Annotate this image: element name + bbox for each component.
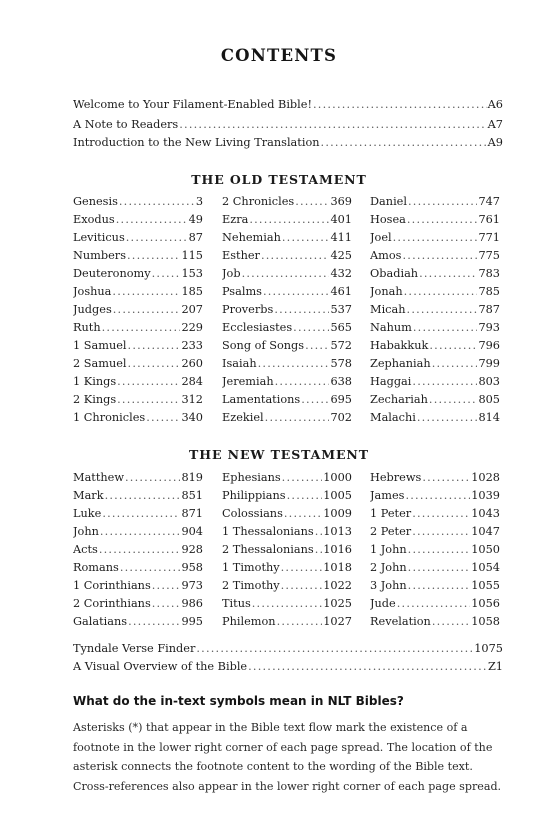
book-title: 1 Peter <box>370 507 412 520</box>
book-page-number: 928 <box>181 543 203 556</box>
book-entry[interactable] <box>73 409 203 427</box>
dot-leader <box>408 577 471 595</box>
dot-leader <box>432 355 478 373</box>
dot-leader <box>408 541 471 559</box>
book-entry[interactable] <box>73 193 203 211</box>
dot-leader <box>265 409 330 427</box>
book-page-number: 229 <box>181 321 203 334</box>
book-entry[interactable] <box>222 373 352 391</box>
book-page-number: 87 <box>188 231 203 244</box>
book-page-number: 411 <box>330 231 352 244</box>
book-entry[interactable] <box>73 211 203 229</box>
book-page-number: 796 <box>478 339 500 352</box>
book-page-number: 1039 <box>471 489 500 502</box>
dot-leader <box>128 613 180 631</box>
book-title: Luke <box>73 507 102 520</box>
book-page-number: 461 <box>330 285 352 298</box>
toc-entry-page: Z1 <box>487 660 503 673</box>
book-page-number: 1055 <box>471 579 500 592</box>
book-entry[interactable] <box>73 577 203 595</box>
book-title: Nehemiah <box>222 231 281 244</box>
book-page-number: 340 <box>181 411 203 424</box>
book-page-number: 153 <box>181 267 203 280</box>
dot-leader <box>429 391 478 409</box>
book-page-number: 425 <box>330 249 352 262</box>
book-title: Ruth <box>73 321 101 334</box>
book-title: Haggai <box>370 375 412 388</box>
book-entry[interactable] <box>73 487 203 505</box>
dot-leader <box>152 265 181 283</box>
toc-entry-title: A Note to Readers <box>73 118 179 131</box>
dot-leader <box>287 487 323 505</box>
book-title: Job <box>222 267 241 280</box>
book-entry[interactable] <box>222 595 352 613</box>
book-page-number: 638 <box>330 375 352 388</box>
book-entry[interactable] <box>222 391 352 409</box>
book-title: 1 Kings <box>73 375 117 388</box>
book-entry[interactable] <box>370 391 500 409</box>
book-title: 1 Chronicles <box>73 411 146 424</box>
book-entry[interactable] <box>222 265 352 283</box>
dot-leader <box>126 229 188 247</box>
new-testament-heading: THE NEW TESTAMENT <box>189 447 369 462</box>
dot-leader <box>100 523 181 541</box>
dot-leader <box>277 613 323 631</box>
dot-leader <box>117 391 180 409</box>
book-entry[interactable] <box>73 505 203 523</box>
book-page-number: 695 <box>330 393 352 406</box>
toc-entry-note-to-readers[interactable] <box>73 116 503 134</box>
dot-leader <box>113 301 181 319</box>
dot-leader <box>407 211 478 229</box>
book-title: John <box>73 525 99 538</box>
book-title: Matthew <box>73 471 125 484</box>
book-entry[interactable] <box>73 391 203 409</box>
dot-leader <box>152 595 181 613</box>
book-title: 1 Timothy <box>222 561 280 574</box>
book-entry[interactable] <box>73 523 203 541</box>
book-title: Mark <box>73 489 104 502</box>
book-title: Malachi <box>370 411 416 424</box>
book-entry[interactable] <box>73 595 203 613</box>
dot-leader <box>412 505 470 523</box>
book-title: Amos <box>370 249 402 262</box>
book-page-number: 904 <box>181 525 203 538</box>
book-title: Joel <box>370 231 392 244</box>
book-page-number: 207 <box>181 303 203 316</box>
book-title: Titus <box>222 597 251 610</box>
book-title: Revelation <box>370 615 431 628</box>
book-page-number: 1056 <box>471 597 500 610</box>
book-entry[interactable] <box>222 577 352 595</box>
book-title: Hosea <box>370 213 406 226</box>
book-page-number: 819 <box>181 471 203 484</box>
book-page-number: 1022 <box>323 579 352 592</box>
dot-leader <box>120 559 181 577</box>
book-page-number: 814 <box>478 411 500 424</box>
book-page-number: 1000 <box>323 471 352 484</box>
dot-leader <box>117 373 180 391</box>
book-title: 3 John <box>370 579 407 592</box>
dot-leader <box>102 505 180 523</box>
dot-leader <box>429 337 477 355</box>
book-title: Daniel <box>370 195 407 208</box>
book-page-number: 1054 <box>471 561 500 574</box>
book-entry[interactable] <box>370 409 500 427</box>
book-title: Exodus <box>73 213 115 226</box>
book-title: Ecclesiastes <box>222 321 293 334</box>
book-page-number: 1043 <box>471 507 500 520</box>
book-entry[interactable] <box>370 337 500 355</box>
book-title: Romans <box>73 561 119 574</box>
dot-leader <box>196 640 473 658</box>
dot-leader <box>393 229 478 247</box>
book-page-number: 115 <box>181 249 203 262</box>
book-title: Philemon <box>222 615 276 628</box>
book-entry[interactable] <box>370 505 500 523</box>
dot-leader <box>301 391 329 409</box>
dot-leader <box>282 469 323 487</box>
book-title: Isaiah <box>222 357 257 370</box>
toc-entry-title: Tyndale Verse Finder <box>73 642 196 655</box>
book-title: Acts <box>73 543 98 556</box>
book-title: 1 Thessalonians <box>222 525 314 538</box>
book-page-number: 1027 <box>323 615 352 628</box>
book-page-number: 1005 <box>323 489 352 502</box>
dot-leader <box>315 541 323 559</box>
book-entry[interactable] <box>222 193 352 211</box>
book-page-number: 401 <box>330 213 352 226</box>
dot-leader <box>102 319 181 337</box>
book-page-number: 1047 <box>471 525 500 538</box>
dot-leader <box>128 337 181 355</box>
book-page-number: 1009 <box>323 507 352 520</box>
book-entry[interactable] <box>222 211 352 229</box>
book-entry[interactable] <box>370 487 500 505</box>
book-title: Psalms <box>222 285 262 298</box>
book-title: James <box>370 489 405 502</box>
book-page-number: 1028 <box>471 471 500 484</box>
book-entry[interactable] <box>222 613 352 631</box>
dot-leader <box>313 96 487 114</box>
book-title: Habakkuk <box>370 339 429 352</box>
book-title: Joshua <box>73 285 112 298</box>
dot-leader <box>397 595 471 613</box>
book-entry[interactable] <box>370 211 500 229</box>
book-entry[interactable] <box>73 613 203 631</box>
dot-leader <box>295 193 329 211</box>
book-entry[interactable] <box>73 337 203 355</box>
book-entry[interactable] <box>370 595 500 613</box>
book-entry[interactable] <box>370 613 500 631</box>
book-page-number: 702 <box>330 411 352 424</box>
dot-leader <box>258 355 330 373</box>
dot-leader <box>263 283 329 301</box>
book-entry[interactable] <box>370 541 500 559</box>
book-entry[interactable] <box>222 559 352 577</box>
dot-leader <box>282 229 330 247</box>
dot-leader <box>105 487 181 505</box>
toc-entry-page: A9 <box>487 136 503 149</box>
book-page-number: 775 <box>478 249 500 262</box>
dot-leader <box>284 505 322 523</box>
book-page-number: 851 <box>181 489 203 502</box>
dot-leader <box>249 211 329 229</box>
book-page-number: 1058 <box>471 615 500 628</box>
dot-leader <box>407 301 478 319</box>
book-page-number: 233 <box>181 339 203 352</box>
dot-leader <box>412 373 477 391</box>
dot-leader <box>179 116 486 134</box>
toc-entry-title: Introduction to the New Living Translation <box>73 136 320 149</box>
book-title: Esther <box>222 249 260 262</box>
book-entry[interactable] <box>370 283 500 301</box>
book-page-number: 783 <box>478 267 500 280</box>
dot-leader <box>405 487 470 505</box>
book-page-number: 747 <box>478 195 500 208</box>
book-entry[interactable] <box>370 193 500 211</box>
dot-leader <box>112 283 180 301</box>
book-page-number: 565 <box>330 321 352 334</box>
dot-leader <box>128 355 181 373</box>
toc-entry-introduction[interactable] <box>73 134 503 152</box>
dot-leader <box>413 319 478 337</box>
book-page-number: 1018 <box>323 561 352 574</box>
book-entry[interactable] <box>73 355 203 373</box>
toc-entry-welcome[interactable] <box>73 96 503 114</box>
book-page-number: 49 <box>188 213 203 226</box>
book-page-number: 785 <box>478 285 500 298</box>
book-title: Leviticus <box>73 231 125 244</box>
dot-leader <box>274 301 329 319</box>
book-title: 2 Timothy <box>222 579 280 592</box>
dot-leader <box>261 247 329 265</box>
book-entry[interactable] <box>222 229 352 247</box>
book-entry[interactable] <box>370 247 500 265</box>
dot-leader <box>152 577 181 595</box>
book-entry[interactable] <box>222 247 352 265</box>
dot-leader <box>125 469 180 487</box>
book-entry[interactable] <box>222 541 352 559</box>
dot-leader <box>293 319 329 337</box>
book-title: Ezra <box>222 213 249 226</box>
dot-leader <box>252 595 322 613</box>
book-page-number: 986 <box>181 597 203 610</box>
book-title: Colossians <box>222 507 283 520</box>
toc-entry-title: Welcome to Your Filament-Enabled Bible! <box>73 98 313 111</box>
book-entry[interactable] <box>222 469 352 487</box>
dot-leader <box>412 523 470 541</box>
book-entry[interactable] <box>222 355 352 373</box>
book-page-number: 572 <box>330 339 352 352</box>
book-page-number: 312 <box>181 393 203 406</box>
dot-leader <box>321 134 487 152</box>
dot-leader <box>127 247 180 265</box>
toc-entry-page: 1075 <box>474 642 503 655</box>
book-title: Micah <box>370 303 406 316</box>
dot-leader <box>146 409 180 427</box>
book-entry[interactable] <box>222 319 352 337</box>
book-title: Nahum <box>370 321 412 334</box>
toc-entry-verse-finder[interactable] <box>73 640 503 658</box>
book-page-number: 1050 <box>471 543 500 556</box>
book-entry[interactable] <box>370 355 500 373</box>
old-testament-heading: THE OLD TESTAMENT <box>191 172 367 187</box>
book-title: 2 John <box>370 561 407 574</box>
book-entry[interactable] <box>370 469 500 487</box>
book-entry[interactable] <box>222 301 352 319</box>
book-page-number: 578 <box>330 357 352 370</box>
toc-entry-page: A6 <box>487 98 503 111</box>
page-title: CONTENTS <box>220 46 338 65</box>
dot-leader <box>419 265 477 283</box>
book-title: Genesis <box>73 195 118 208</box>
book-title: Obadiah <box>370 267 419 280</box>
dot-leader <box>242 265 330 283</box>
symbols-heading: What do the in-text symbols mean in NLT Bibles? <box>73 694 404 708</box>
book-title: 2 Samuel <box>73 357 127 370</box>
book-entry[interactable] <box>222 487 352 505</box>
dot-leader <box>248 658 487 676</box>
book-title: Numbers <box>73 249 126 262</box>
book-title: Zechariah <box>370 393 428 406</box>
book-title: 2 Peter <box>370 525 412 538</box>
dot-leader <box>119 193 195 211</box>
book-entry[interactable] <box>73 229 203 247</box>
dot-leader <box>281 577 323 595</box>
dot-leader <box>422 469 470 487</box>
dot-leader <box>99 541 181 559</box>
book-page-number: 1025 <box>323 597 352 610</box>
dot-leader <box>404 283 478 301</box>
book-title: 2 Chronicles <box>222 195 295 208</box>
book-entry[interactable] <box>370 319 500 337</box>
toc-entry-title: A Visual Overview of the Bible <box>73 660 248 673</box>
dot-leader <box>116 211 188 229</box>
book-page-number: 799 <box>478 357 500 370</box>
book-entry[interactable] <box>73 373 203 391</box>
book-title: Ephesians <box>222 471 281 484</box>
book-page-number: 260 <box>181 357 203 370</box>
book-page-number: 995 <box>181 615 203 628</box>
book-page-number: 771 <box>478 231 500 244</box>
book-title: Song of Songs <box>222 339 305 352</box>
book-title: Judges <box>73 303 112 316</box>
book-page-number: 185 <box>181 285 203 298</box>
book-entry[interactable] <box>222 523 352 541</box>
book-entry[interactable] <box>73 541 203 559</box>
book-title: 1 John <box>370 543 407 556</box>
book-entry[interactable] <box>222 337 352 355</box>
dot-leader <box>275 373 330 391</box>
book-entry[interactable] <box>73 265 203 283</box>
book-title: Philippians <box>222 489 286 502</box>
dot-leader <box>305 337 329 355</box>
book-page-number: 805 <box>478 393 500 406</box>
book-page-number: 537 <box>330 303 352 316</box>
book-entry[interactable] <box>73 319 203 337</box>
book-title: Deuteronomy <box>73 267 151 280</box>
book-title: Zephaniah <box>370 357 431 370</box>
book-title: 1 Samuel <box>73 339 127 352</box>
book-entry[interactable] <box>222 409 352 427</box>
dot-leader <box>417 409 478 427</box>
dot-leader <box>315 523 323 541</box>
book-page-number: 761 <box>478 213 500 226</box>
book-page-number: 1016 <box>323 543 352 556</box>
book-entry[interactable] <box>370 559 500 577</box>
book-entry[interactable] <box>370 373 500 391</box>
book-page-number: 3 <box>195 195 203 208</box>
book-title: Ezekiel <box>222 411 264 424</box>
book-page-number: 1013 <box>323 525 352 538</box>
book-entry[interactable] <box>370 265 500 283</box>
book-title: Jeremiah <box>222 375 274 388</box>
book-page-number: 369 <box>330 195 352 208</box>
book-title: Hebrews <box>370 471 422 484</box>
book-page-number: 958 <box>181 561 203 574</box>
book-title: Jude <box>370 597 396 610</box>
book-entry[interactable] <box>370 301 500 319</box>
book-page-number: 803 <box>478 375 500 388</box>
book-title: Lamentations <box>222 393 301 406</box>
book-title: 1 Corinthians <box>73 579 151 592</box>
book-entry[interactable] <box>73 283 203 301</box>
book-title: Jonah <box>370 285 403 298</box>
toc-entry-visual-overview[interactable] <box>73 658 503 676</box>
dot-leader <box>408 559 471 577</box>
book-entry[interactable] <box>370 577 500 595</box>
dot-leader <box>408 193 477 211</box>
book-page-number: 871 <box>181 507 203 520</box>
book-page-number: 793 <box>478 321 500 334</box>
book-title: Galatians <box>73 615 128 628</box>
book-entry[interactable] <box>73 301 203 319</box>
dot-leader <box>432 613 470 631</box>
book-entry[interactable] <box>222 283 352 301</box>
book-page-number: 973 <box>181 579 203 592</box>
book-page-number: 432 <box>330 267 352 280</box>
book-page-number: 284 <box>181 375 203 388</box>
book-entry[interactable] <box>73 559 203 577</box>
book-title: 2 Corinthians <box>73 597 151 610</box>
toc-entry-page: A7 <box>487 118 503 131</box>
dot-leader <box>402 247 477 265</box>
book-title: 2 Kings <box>73 393 117 406</box>
book-entry[interactable] <box>73 469 203 487</box>
book-entry[interactable] <box>370 229 500 247</box>
book-page-number: 787 <box>478 303 500 316</box>
dot-leader <box>281 559 323 577</box>
book-entry[interactable] <box>73 247 203 265</box>
book-title: Proverbs <box>222 303 274 316</box>
book-entry[interactable] <box>370 523 500 541</box>
book-entry[interactable] <box>222 505 352 523</box>
symbols-paragraph: Asterisks (*) that appear in the Bible text flow mark the existence of a footnote in the lower right corner of each page spread. The location of the asterisk connects the footnote content to the wording of the Bible text. Cross-references also appear in the lower right corner of each page spread. <box>73 721 502 793</box>
book-title: 2 Thessalonians <box>222 543 314 556</box>
